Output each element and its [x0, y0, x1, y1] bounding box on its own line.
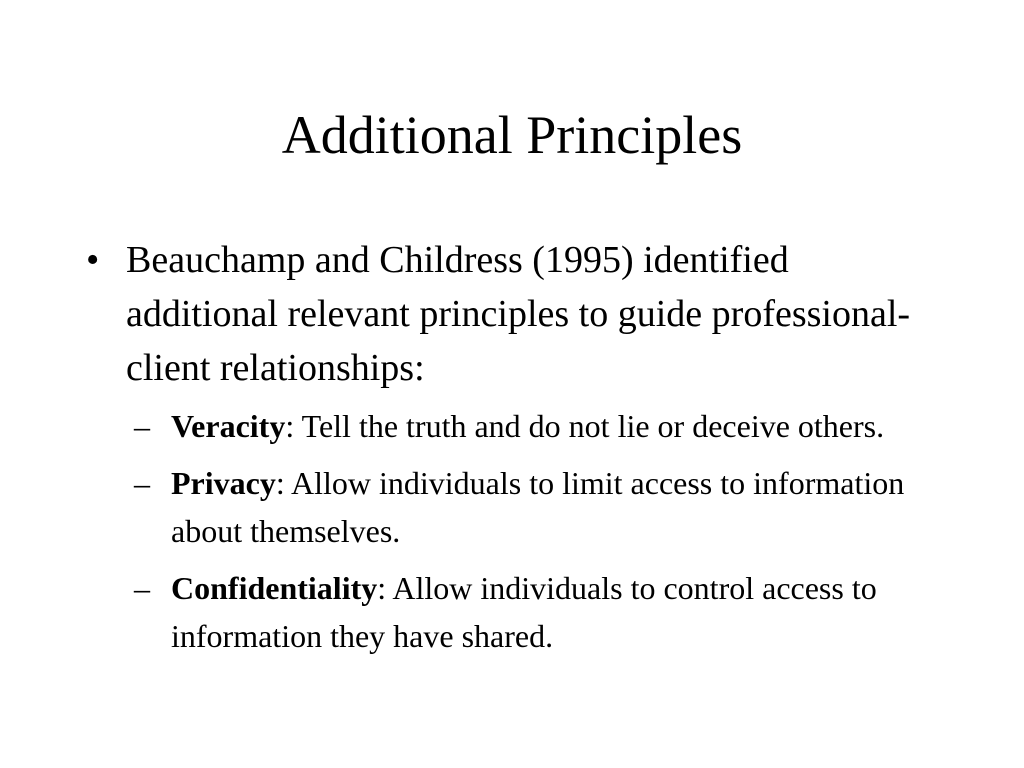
definition-privacy: : Allow individuals to limit access to information about themselves.	[171, 465, 905, 549]
term-privacy: Privacy	[171, 465, 276, 501]
sub-bullet-privacy	[134, 459, 934, 555]
sub-bullet-confidentiality	[134, 564, 934, 660]
dash-marker: –	[134, 408, 150, 444]
main-bullet	[86, 233, 946, 395]
definition-veracity: : Tell the truth and do not lie or deceive others.	[285, 408, 885, 444]
term-confidentiality: Confidentiality	[171, 570, 378, 606]
sub-bullet-content	[171, 564, 934, 660]
dash-marker: –	[134, 570, 150, 606]
dash-marker: –	[134, 465, 150, 501]
slide-title: Additional Principles	[281, 105, 743, 165]
sub-bullet-content	[171, 459, 934, 555]
main-bullet-text: Beauchamp and Childress (1995) identified additional relevant principles to guide professional-client relationships:	[126, 239, 911, 389]
definition-confidentiality: : Allow individuals to control access to information they have shared.	[171, 570, 877, 654]
sub-bullet-veracity	[134, 402, 934, 450]
term-veracity: Veracity	[171, 408, 286, 444]
bullet-marker: •	[86, 239, 100, 281]
sub-bullet-content	[171, 402, 934, 450]
sub-bullet-list	[134, 402, 934, 669]
